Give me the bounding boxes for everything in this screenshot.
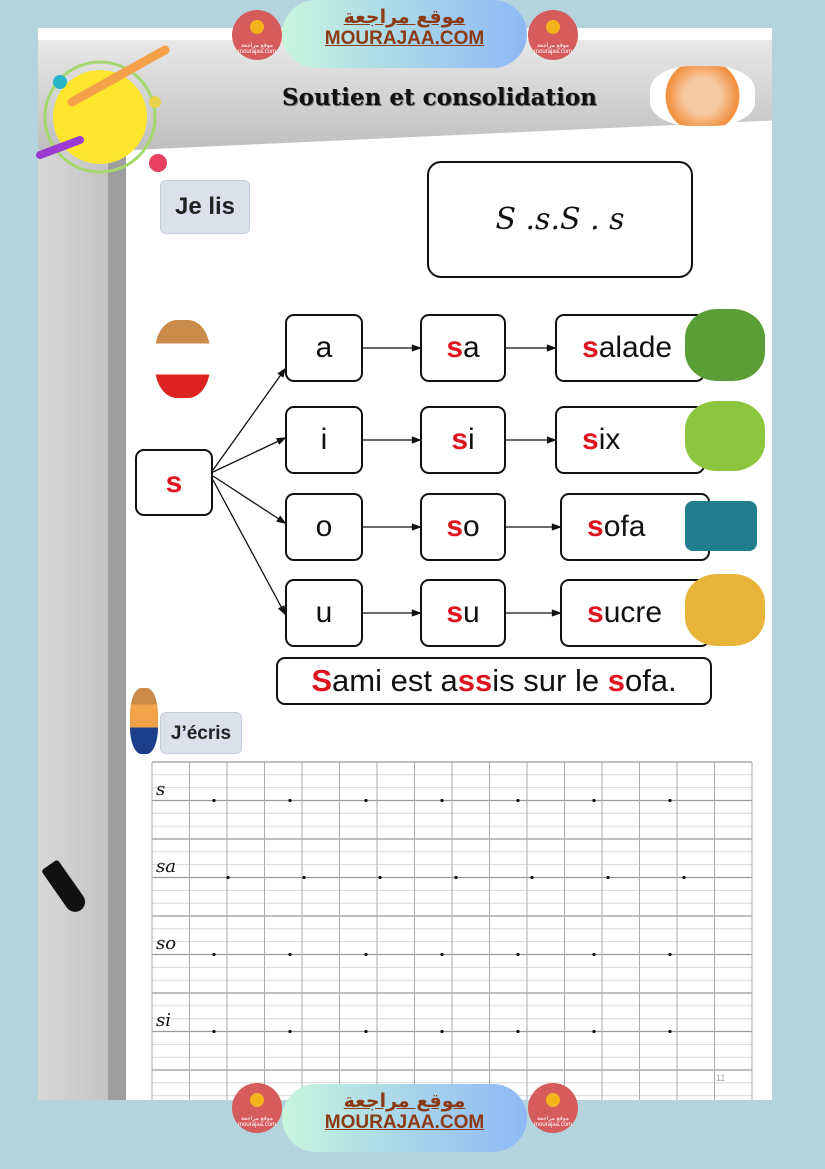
trace-dot xyxy=(288,1030,291,1033)
syllable-rest: u xyxy=(463,596,480,629)
vowel-box xyxy=(285,314,363,382)
trace-dot xyxy=(440,799,443,802)
arrows xyxy=(213,345,560,615)
trace-dot xyxy=(516,953,519,956)
vowel: u xyxy=(315,596,333,629)
trace-dot xyxy=(668,953,671,956)
sentence-segment: S xyxy=(311,663,333,698)
arrow-head xyxy=(547,437,555,442)
banner-url: MOURAJAA.COM xyxy=(324,28,485,49)
arrow-head xyxy=(547,345,555,350)
syllable-box xyxy=(420,406,506,474)
red-letter: s xyxy=(446,596,463,629)
red-letter: s xyxy=(582,423,599,456)
vowel: i xyxy=(320,423,328,456)
word-rest: alade xyxy=(598,331,673,364)
red-letter: s xyxy=(446,331,463,364)
model-word: si xyxy=(156,1009,171,1031)
trace-dot xyxy=(454,876,457,879)
syllable-box xyxy=(420,579,506,647)
trace-dot xyxy=(606,876,609,879)
lettuce-picture xyxy=(685,309,765,381)
handwriting-grid xyxy=(152,762,752,1100)
syllable-rest: a xyxy=(463,331,480,364)
trace-dot xyxy=(668,799,671,802)
sofa-picture xyxy=(685,501,757,551)
sentence-box xyxy=(276,657,712,705)
arrow-head xyxy=(412,610,420,615)
arrow-head xyxy=(552,524,560,529)
sentence-segment: ss xyxy=(457,663,493,698)
syllable-box xyxy=(420,314,506,382)
trace-dot xyxy=(226,876,229,879)
vowel-box xyxy=(285,579,363,647)
trace-dot xyxy=(364,799,367,802)
trace-dot xyxy=(592,799,595,802)
arrow-head xyxy=(277,517,285,523)
sentence-segment: is sur le xyxy=(492,663,608,698)
sentence-segment: ami est a xyxy=(332,663,458,698)
arrow-head xyxy=(277,438,285,444)
model-word: so xyxy=(156,932,177,954)
trace-dot xyxy=(592,1030,595,1033)
word-box xyxy=(555,406,705,474)
section-label-read: Je lis xyxy=(160,180,250,234)
arrow-head xyxy=(412,524,420,529)
trace-dot xyxy=(212,953,215,956)
trace-dot xyxy=(516,799,519,802)
page-number: 11 xyxy=(716,1073,726,1083)
girl-writing-picture xyxy=(130,688,158,754)
trace-dot xyxy=(682,876,685,879)
arrow-head xyxy=(412,437,420,442)
trace-dot xyxy=(378,876,381,879)
banner-arabic: موقع مراجعة xyxy=(343,1090,466,1112)
section-label-write: J’écris xyxy=(160,712,242,754)
children-picture xyxy=(650,66,755,126)
vowel-box xyxy=(285,406,363,474)
trace-dot xyxy=(592,953,595,956)
trace-dot xyxy=(212,799,215,802)
vowel: o xyxy=(315,510,333,543)
trace-dot xyxy=(302,876,305,879)
number-six-picture xyxy=(685,401,765,471)
letter-forms-box xyxy=(427,161,693,278)
vowel: a xyxy=(315,331,333,364)
site-banner-top[interactable] xyxy=(282,0,527,68)
page-title: Soutien et consolidation xyxy=(282,84,597,111)
model-word: sa xyxy=(156,855,176,877)
arrow-head xyxy=(278,369,285,377)
arrow-head xyxy=(412,345,420,350)
trace-dot xyxy=(212,1030,215,1033)
sugar-box-picture xyxy=(685,574,765,646)
site-banner-bottom[interactable] xyxy=(282,1084,527,1152)
syllable-rest: o xyxy=(463,510,480,543)
word-box xyxy=(555,314,705,382)
site-logo-left-bottom: موقع مراجعة mourajaa.com xyxy=(232,1083,282,1133)
site-logo-left: موقع مراجعة mourajaa.com xyxy=(232,10,282,60)
letter: s xyxy=(165,465,183,499)
banner-url: MOURAJAA.COM xyxy=(324,1112,485,1133)
syllable-rest: i xyxy=(468,423,475,456)
arrow-head xyxy=(552,610,560,615)
banner-arabic: موقع مراجعة xyxy=(343,6,466,28)
trace-dot xyxy=(530,876,533,879)
trace-dot xyxy=(440,1030,443,1033)
sentence-segment: ofa. xyxy=(624,663,677,698)
trace-dot xyxy=(288,799,291,802)
girl-reading-picture xyxy=(155,320,210,398)
vowel-box xyxy=(285,493,363,561)
trace-dot xyxy=(364,953,367,956)
word-rest: ucre xyxy=(603,596,663,629)
site-logo-right-bottom: موقع مراجعة mourajaa.com xyxy=(528,1083,578,1133)
letter-box xyxy=(135,449,213,516)
trace-dot xyxy=(440,953,443,956)
site-logo-right: موقع مراجعة mourajaa.com xyxy=(528,10,578,60)
trace-dot xyxy=(364,1030,367,1033)
red-letter: s xyxy=(587,596,604,629)
word-rest: ix xyxy=(598,423,621,456)
red-letter: s xyxy=(451,423,468,456)
syllable-box xyxy=(420,493,506,561)
red-letter: s xyxy=(582,331,599,364)
sentence xyxy=(311,663,676,699)
red-letter: s xyxy=(446,510,463,543)
sentence-segment: s xyxy=(607,663,625,698)
red-letter: s xyxy=(587,510,604,543)
letter-forms: S .s.S . s xyxy=(495,202,625,237)
trace-dot xyxy=(668,1030,671,1033)
trace-dot xyxy=(516,1030,519,1033)
word-rest: ofa xyxy=(603,510,646,543)
trace-dot xyxy=(288,953,291,956)
model-word: s xyxy=(156,778,166,800)
